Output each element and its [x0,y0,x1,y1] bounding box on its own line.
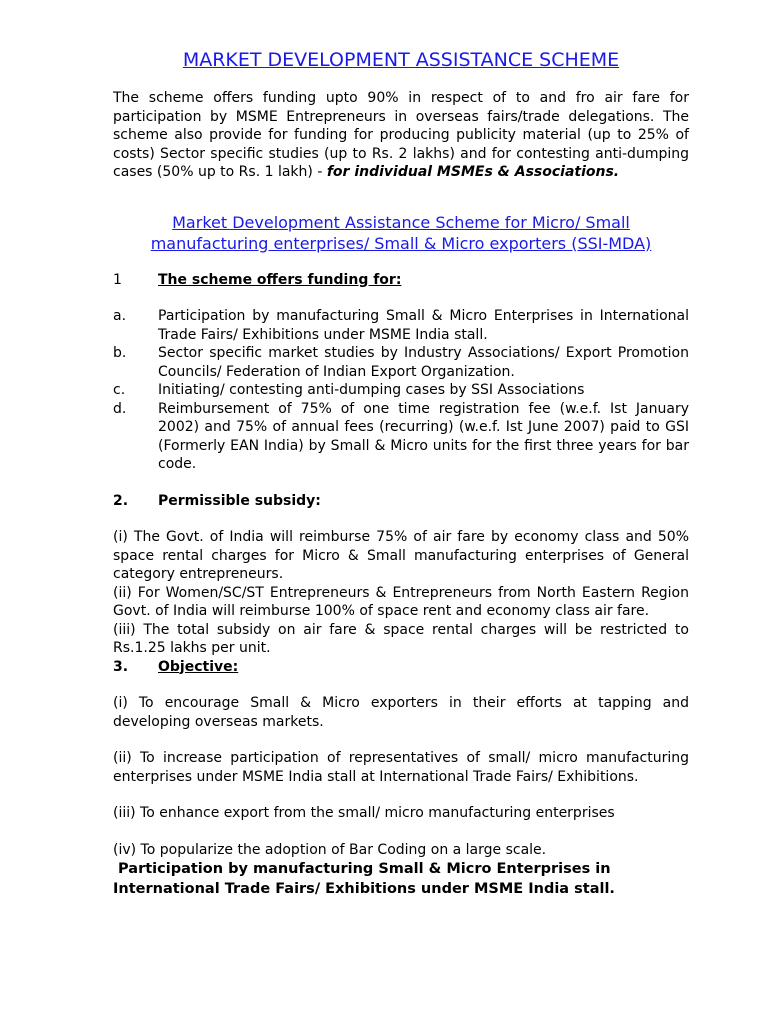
section-3-number: 3. [113,658,129,675]
subsidy-section [113,528,689,658]
intro-emphasis: for individual MSMEs & Associations. [326,164,620,180]
list-item-text: Reimbursement of 75% of one time registration fee (w.e.f. Ist January 2002) and 75% of annual fees (recurring) (w.e.f. Ist June 2007) paid to GSI (Formerly EAN India) by Small & Micro units for the first three years for bar code. [158,400,689,472]
objective-section [113,694,689,859]
subsidy-paragraph: (i) The Govt. of India will reimburse 75% of air fare by economy class and 50% space rental charges for Micro & Small manufacturing enterprises of General category entrepreneurs. [113,529,689,582]
objective-paragraph: (i) To encourage Small & Micro exporters in their efforts at tapping and developing overseas markets. [113,695,689,730]
section-2-title: Permissible subsidy: [158,492,321,509]
closing-line-2: International Trade Fairs/ Exhibitions under MSME India stall. [113,881,615,897]
list-item-text: Initiating/ contesting anti-dumping cases by SSI Associations [158,382,585,398]
list-item [113,307,689,344]
objective-paragraph: (ii) To increase participation of representatives of small/ micro manufacturing enterprises under MSME India stall at International Trade Fairs/ Exhibitions. [113,750,689,785]
intro-text: The scheme offers funding upto 90% in respect of to and fro air fare for participation by MSME Entrepreneurs in overseas fairs/trade delegations. The scheme also provide for funding for producing publicity material (up to 25% of costs) Sector specific studies (up to Rs. 2 lakhs) and for contesting anti-dumping cases (50% up to Rs. 1 lakh) - [113,90,689,180]
section-2-heading [113,492,689,511]
document-page [113,48,689,899]
list-item-text: Sector specific market studies by Industry Associations/ Export Promotion Councils/ Federation of Indian Export Organization. [158,345,689,380]
subsidy-paragraph: (ii) For Women/SC/ST Entrepreneurs & Entrepreneurs from North Eastern Region Govt. of India will reimburse 100% of space rent and economy class air fare. [113,584,689,619]
list-item-label: d. [113,400,127,417]
list-item [113,381,689,400]
section-3-heading [113,658,689,677]
section-1-number: 1 [113,271,122,288]
objective-paragraph: (iv) To popularize the adoption of Bar Coding on a large scale. [113,841,547,858]
subtitle-line-1: Market Development Assistance Scheme for Micro/ Small [172,212,630,232]
subtitle-line-2: manufacturing enterprises/ Small & Micro exporters (SSI-MDA) [150,233,652,253]
section-3-title: Objective: [158,658,239,675]
intro-paragraph [113,89,689,182]
list-item-label: a. [113,308,127,324]
section-1-heading [113,271,689,290]
subsidy-paragraph: (iii) The total subsidy on air fare & space rental charges will be restricted to Rs.1.25 lakhs per unit. [113,621,689,656]
list-item-label: c. [113,382,126,398]
funding-list [113,307,689,474]
scheme-subtitle [113,212,689,254]
objective-paragraph: (iii) To enhance export from the small/ micro manufacturing enterprises [113,805,615,821]
list-item [113,400,689,474]
closing-line-1: Participation by manufacturing Small & Micro Enterprises in [113,861,611,877]
list-item-label: b. [113,345,127,361]
list-item [113,344,689,381]
section-2-number: 2. [113,492,129,509]
list-item-text: Participation by manufacturing Small & Micro Enterprises in International Trade Fairs/ Exhibitions under MSME India stall. [158,308,689,343]
document-title: MARKET DEVELOPMENT ASSISTANCE SCHEME [182,49,620,71]
closing-heading [113,859,689,899]
section-1-title: The scheme offers funding for: [158,271,402,288]
